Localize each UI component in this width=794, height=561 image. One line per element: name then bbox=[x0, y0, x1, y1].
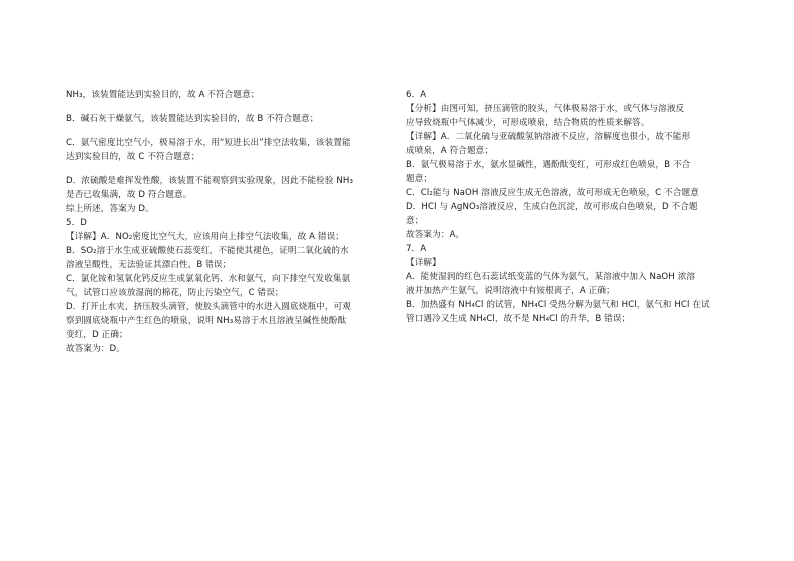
text-line: 【分析】由图可知，挤压滴管的胶头，气体极易溶于水，或气体与溶液反 bbox=[406, 104, 685, 114]
text-line: 达到实验目的，故 C 不符合题意； bbox=[66, 152, 200, 162]
text-line: B．加热盛有 NH₄Cl 的试管，NH₄Cl 受热分解为氨气和 HCl，氨气和 HCl 在试 bbox=[406, 300, 710, 310]
text-line: 题意； bbox=[406, 174, 433, 184]
text-line: D．浓硫酸是难挥发性酸，该装置不能观察到实验现象，因此不能检验 NH₃ bbox=[66, 176, 353, 186]
right-column bbox=[406, 90, 734, 328]
text-line: C．氨气密度比空气小，极易溶于水，用“短进长出”排空法收集，该装置能 bbox=[66, 138, 351, 148]
text-line: 5．D bbox=[66, 218, 87, 228]
text-line: 溶液呈酸性，无法验证其漂白性，B 错误； bbox=[66, 260, 232, 270]
paragraph-gap bbox=[66, 104, 388, 114]
text-line: 【详解】 bbox=[406, 258, 441, 268]
paragraph-gap bbox=[66, 166, 388, 176]
text-line: 变红，D 正确； bbox=[66, 330, 128, 340]
text-line: 【详解】A．二氧化硫与亚硫酸氢钠溶液不反应，溶解度也很小，故不能形 bbox=[406, 132, 691, 142]
text-line: D．打开止水夹，挤压胶头滴管，使胶头滴管中的水进入圆底烧瓶中，可观 bbox=[66, 302, 351, 312]
text-line: 6．A bbox=[406, 90, 427, 100]
text-line: 故答案为：A。 bbox=[406, 230, 465, 240]
text-line: B．碱石灰干燥氨气，该装置能达到实验目的，故 B 不符合题意； bbox=[66, 114, 319, 124]
text-line: D．HCl 与 AgNO₃溶液反应，生成白色沉淀，故可形成白色喷泉，D 不合题 bbox=[406, 202, 698, 212]
text-line: NH₃，该装置能达到实验目的，故 A 不符合题意； bbox=[66, 90, 260, 100]
text-line: 察到圆底烧瓶中产生红色的喷泉，说明 NH₃易溶于水且溶液呈碱性使酚酞 bbox=[66, 316, 347, 326]
text-line: 气，试管口应该放湿润的棉花，防止污染空气，C 错误； bbox=[66, 288, 284, 298]
text-line: 意； bbox=[406, 216, 424, 226]
text-line: 故答案为：D。 bbox=[66, 344, 125, 354]
text-line: B．SO₂溶于水生成亚硫酸使石蕊变红，不能使其褪色，证明二氧化硫的水 bbox=[66, 246, 349, 256]
text-line: 7．A bbox=[406, 244, 427, 254]
text-line: C．Cl₂能与 NaOH 溶液反应生成无色溶液，故可形成无色喷泉，C 不合题意 bbox=[406, 188, 699, 198]
text-line: 是否已收集满，故 D 符合题意。 bbox=[66, 190, 192, 200]
text-line: 综上所述，答案为 D。 bbox=[66, 204, 154, 214]
text-line: 液并加热产生氨气，说明溶液中有铵根离子，A 正确； bbox=[406, 286, 615, 296]
text-line: A．能使湿润的红色石蕊试纸变蓝的气体为氨气，某溶液中加入 NaOH 浓溶 bbox=[406, 272, 696, 282]
text-line: B．氨气极易溶于水，氨水显碱性，遇酚酞变红，可形成红色喷泉，B 不合 bbox=[406, 160, 691, 170]
paragraph-gap bbox=[66, 128, 388, 138]
left-column bbox=[66, 90, 388, 358]
text-line: C．氯化铵和氢氧化钙反应生成氯氧化钙、水和氨气，向下排空气发收集氨 bbox=[66, 274, 351, 284]
text-line: 管口遇冷又生成 NH₄Cl，故不是 NH₄Cl 的升华，B 错误； bbox=[406, 314, 631, 324]
text-line: 成喷泉，A 符合题意； bbox=[406, 146, 494, 156]
text-line: 【详解】A．NO₂密度比空气大，应该用向上排空气法收集，故 A 错误； bbox=[66, 232, 344, 242]
text-line: 应导致烧瓶中气体减少，可形成喷泉，结合物质的性质来解答。 bbox=[406, 118, 650, 128]
